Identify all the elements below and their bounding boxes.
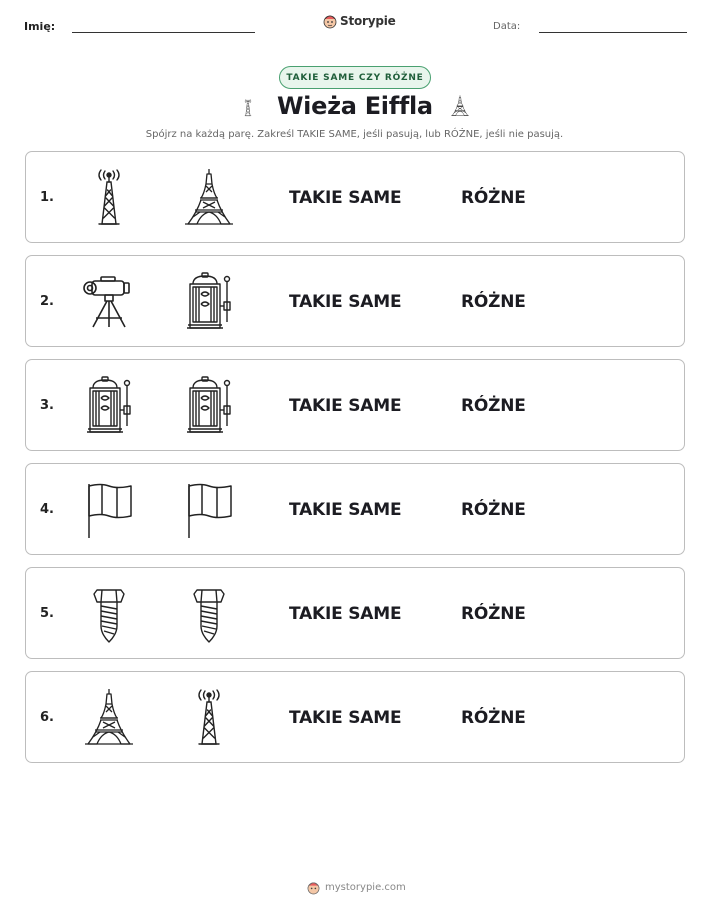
footer-site-link[interactable]: mystorypie.com xyxy=(325,882,406,893)
title-row xyxy=(0,90,709,126)
row-number: 3. xyxy=(40,398,54,413)
radio-tower-icon xyxy=(239,93,257,123)
question-row-4 xyxy=(25,463,685,555)
row-number: 1. xyxy=(40,190,54,205)
option-same[interactable]: TAKIE SAME xyxy=(289,292,402,312)
option-same[interactable]: TAKIE SAME xyxy=(289,396,402,416)
option-same[interactable]: TAKIE SAME xyxy=(289,500,402,520)
elevator-cabin-icon xyxy=(179,272,239,332)
radio-tower-icon xyxy=(179,688,239,748)
name-label: Imię: xyxy=(24,20,56,33)
brand-logo xyxy=(323,13,396,29)
row-number: 5. xyxy=(40,606,54,621)
option-different[interactable]: RÓŻNE xyxy=(461,604,526,624)
elevator-cabin-icon xyxy=(79,376,139,436)
brand-name: Storypie xyxy=(340,14,396,28)
flag-icon xyxy=(179,480,239,540)
screw-bolt-icon xyxy=(179,584,239,644)
footer xyxy=(307,880,406,895)
row-number: 6. xyxy=(40,710,54,725)
eiffel-tower-icon xyxy=(449,90,471,122)
option-same[interactable]: TAKIE SAME xyxy=(289,708,402,728)
screw-bolt-icon xyxy=(79,584,139,644)
elevator-cabin-icon xyxy=(179,376,239,436)
question-row-6 xyxy=(25,671,685,763)
date-field[interactable] xyxy=(539,32,687,33)
surveyor-level-icon xyxy=(79,272,139,332)
option-different[interactable]: RÓŻNE xyxy=(461,500,526,520)
row-number: 4. xyxy=(40,502,54,517)
storypie-mascot-icon xyxy=(323,13,337,29)
storypie-mascot-icon xyxy=(307,880,320,895)
question-row-1 xyxy=(25,151,685,243)
instructions: Spójrz na każdą parę. Zakreśl TAKIE SAME, jeśli pasują, lub RÓŻNE, jeśli nie pasują. xyxy=(145,129,564,140)
eiffel-tower-icon xyxy=(179,168,239,228)
radio-tower-icon xyxy=(79,168,139,228)
eiffel-tower-icon xyxy=(79,688,139,748)
date-label: Data: xyxy=(493,21,521,32)
worksheet-type-badge: TAKIE SAME CZY RÓŻNE xyxy=(279,66,431,89)
option-same[interactable]: TAKIE SAME xyxy=(289,604,402,624)
question-row-2 xyxy=(25,255,685,347)
question-row-5 xyxy=(25,567,685,659)
option-same[interactable]: TAKIE SAME xyxy=(289,188,402,208)
option-different[interactable]: RÓŻNE xyxy=(461,708,526,728)
option-different[interactable]: RÓŻNE xyxy=(461,292,526,312)
question-row-3 xyxy=(25,359,685,451)
page-title: Wieża Eiffla xyxy=(277,92,433,120)
option-different[interactable]: RÓŻNE xyxy=(461,188,526,208)
row-number: 2. xyxy=(40,294,54,309)
option-different[interactable]: RÓŻNE xyxy=(461,396,526,416)
name-field[interactable] xyxy=(72,32,255,33)
flag-icon xyxy=(79,480,139,540)
